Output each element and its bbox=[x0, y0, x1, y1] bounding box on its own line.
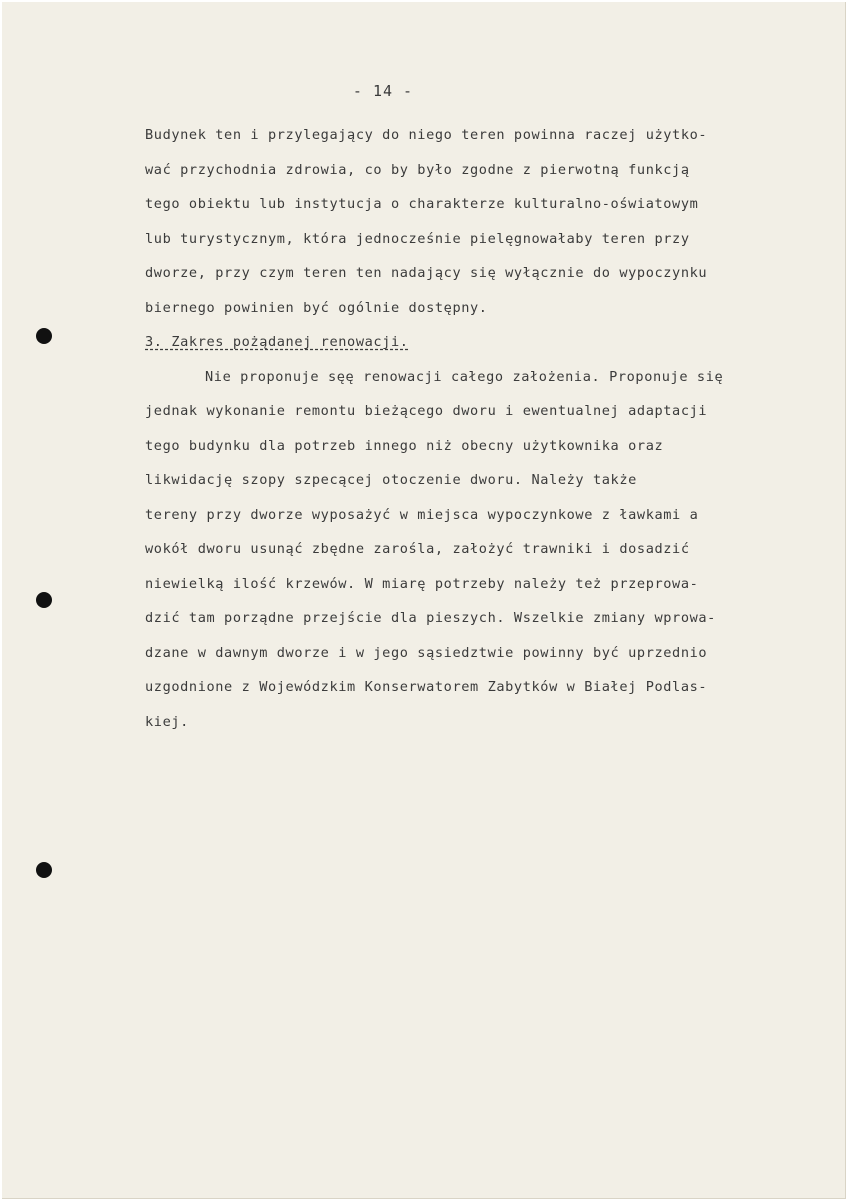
paragraph-first-line: Nie proponuje sęę renowacji całego założenia. Proponuje się bbox=[205, 368, 724, 385]
punch-hole-middle bbox=[36, 592, 52, 608]
text-line: uzgodnione z Wojewódzkim Konserwatorem Zabytków w Białej Podlas- bbox=[145, 679, 708, 695]
text-line: dzić tam porządne przejście dla pieszych. Wszelkie zmiany wprowa- bbox=[145, 610, 716, 626]
page-number: - 14 - bbox=[352, 82, 414, 100]
document-page bbox=[2, 2, 846, 1199]
text-line: tego obiektu lub instytucja o charakterze kulturalno-oświatowym bbox=[145, 196, 699, 212]
text-line: jednak wykonanie remontu bieżącego dworu i ewentualnej adaptacji bbox=[145, 403, 708, 419]
text-line: lub turystycznym, która jednocześnie pielęgnowałaby teren przy bbox=[145, 230, 690, 247]
section-heading: 3. Zakres pożądanej renowacji. bbox=[145, 334, 409, 350]
text-line: dzane w dawnym dworze i w jego sąsiedztwie powinny być uprzednio bbox=[145, 644, 708, 661]
punch-hole-top bbox=[36, 328, 52, 344]
text-line: dworze, przy czym teren ten nadający się wyłącznie do wypoczynku bbox=[145, 265, 708, 281]
text-line: kiej. bbox=[145, 713, 189, 730]
text-line: Budynek ten i przylegający do niego teren powinna raczej użytko- bbox=[145, 127, 708, 143]
text-line: niewielką ilość krzewów. W miarę potrzeby należy też przeprowa- bbox=[145, 575, 699, 592]
text-line: biernego powinien być ogólnie dostępny. bbox=[145, 299, 488, 316]
text-line: tego budynku dla potrzeb innego niż obecny użytkownika oraz bbox=[145, 437, 664, 454]
punch-hole-bottom bbox=[36, 862, 52, 878]
body-text bbox=[145, 118, 825, 739]
text-line: wać przychodnia zdrowia, co by było zgodne z pierwotną funkcją bbox=[145, 161, 690, 178]
section-heading-line bbox=[145, 325, 825, 360]
text-line: tereny przy dworze wyposażyć w miejsca wypoczynkowe z ławkami a bbox=[145, 506, 699, 523]
text-line: likwidację szopy szpecącej otoczenie dworu. Należy także bbox=[145, 472, 637, 488]
text-line: wokół dworu usunąć zbędne zarośla, założyć trawniki i dosadzić bbox=[145, 541, 690, 557]
